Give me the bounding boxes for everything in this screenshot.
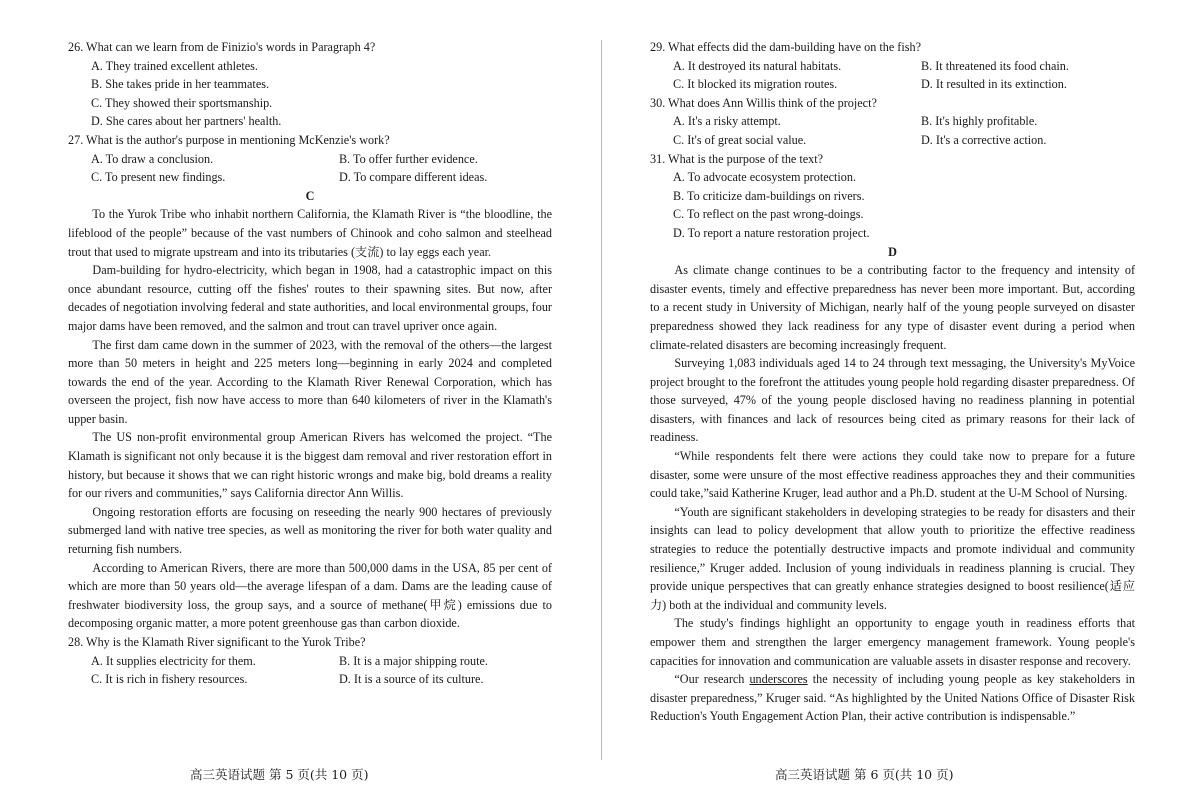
option-d: D. To compare different ideas. [339, 170, 488, 185]
question-28 [68, 633, 552, 689]
option-a: A. It destroyed its natural habitats. [673, 58, 842, 73]
option-a: A. It supplies electricity for them. [91, 653, 256, 668]
option-c: C. It blocked its migration routes. [673, 77, 838, 92]
text-run: the necessity of including young people as key stakeholders in disaster preparedness,” Kruger said. “As highlighted by the United Nations Office of Disaster Risk Reduction's Youth Engagement Action Plan, their active contribution is indispensable.” [650, 672, 1135, 724]
passage-paragraph: Surveying 1,083 individuals aged 14 to 24 through text messaging, the University's MyVoice project brought to the forefront the attitudes young people hold regarding disaster preparedness. Of those surveyed, 47% of the young people disclosed having no readiness planning in potential disasters, with finances and lack of resources being cited as primary reasons for their lack of readiness. [650, 356, 1135, 445]
option-b: B. It is a major shipping route. [339, 653, 488, 668]
question-stem: 27. What is the author's purpose in mentioning McKenzie's work? [68, 132, 390, 147]
passage-paragraph: To the Yurok Tribe who inhabit northern California, the Klamath River is “the bloodline, the lifeblood of the people” because of the vast numbers of Chinook and coho salmon and steelhead trout that used to migrate upstream and into its tributaries (支流) to lay eggs each year. [68, 207, 552, 259]
question-29 [650, 38, 1135, 94]
section-heading-c: C [305, 188, 315, 203]
question-stem: 28. Why is the Klamath River significant to the Yurok Tribe? [68, 635, 366, 649]
passage-paragraph: “While respondents felt there were actions they could take now to prepare for a future disaster, some were unsure of the most effective readiness approaches they and their communities could take,”said Katherine Kruger, lead author and a Ph.D. student at the U-M School of Nursing. [650, 449, 1135, 501]
option-b: B. It's highly profitable. [921, 114, 1038, 129]
page-divider [601, 40, 602, 760]
option-d: D. It is a source of its culture. [339, 672, 484, 687]
right-page [650, 38, 1135, 726]
option-b: B. It threatened its food chain. [921, 58, 1069, 73]
question-27 [68, 131, 552, 187]
text-run: “Our research [674, 672, 750, 687]
page-footer-right: 高三英语试题 第 6 页(共 10 页) [775, 767, 954, 782]
question-stem: 30. What does Ann Willis think of the project? [650, 95, 877, 110]
passage-paragraph: “Youth are significant stakeholders in developing strategies to be ready for disasters and their insights can lead to policy development that allow youth to prioritize the effective readiness strategies to reduce the potentially destructive impacts and promote individual and community resilience,” Kruger added. Inclusion of young individuals in readiness planning is crucial. They provide unique perspectives that can greatly enhance strategies designed to boost resilience(适应力) both at the individual and community levels. [650, 504, 1135, 612]
option-b: B. To offer further evidence. [339, 151, 478, 166]
passage-paragraph: The study's findings highlight an opportunity to engage youth in readiness efforts that empower them and strengthen the larger emergency management framework. Young people's capacities for innovation and communication are valuable assets in disaster response and recovery. [650, 616, 1135, 668]
option-c: C. It's of great social value. [673, 132, 807, 147]
page-footer-left: 高三英语试题 第 5 页(共 10 页) [190, 767, 369, 782]
question-26 [68, 38, 552, 131]
option-c: C. To present new findings. [91, 170, 226, 185]
option-a: A. To advocate ecosystem protection. [673, 170, 857, 185]
passage-paragraph: According to American Rivers, there are more than 500,000 dams in the USA, 85 per cent of which are more than 50 years old—the average lifespan of a dam. Dams are the leading cause of freshwater biodiversity loss, the group says, and a source of methane(甲烷) emissions due to decomposing organic matter, a more potent greenhouse gas than carbon dioxide. [68, 560, 552, 631]
left-page [68, 38, 552, 689]
question-stem: 29. What effects did the dam-building have on the fish? [650, 40, 921, 54]
question-31 [650, 150, 1135, 243]
option-d: D. She cares about her partners' health. [91, 114, 282, 129]
option-a: A. They trained excellent athletes. [91, 58, 258, 73]
option-a: A. To draw a conclusion. [91, 151, 214, 166]
option-c: C. To reflect on the past wrong-doings. [673, 207, 864, 222]
option-a: A. It's a risky attempt. [673, 114, 781, 129]
option-c: C. It is rich in fishery resources. [91, 672, 248, 687]
section-heading-d: D [888, 244, 897, 259]
passage-paragraph: Dam-building for hydro-electricity, which began in 1908, had a catastrophic impact on this once abundant resource, cutting off the fishes' routes to their spawning sites. But now, after decades of negotiation involving federal and state authorities, and local environmental groups, four major dams have been removed, and the salmon and trout can travel upriver once again. [68, 263, 552, 333]
option-d: D. It resulted in its extinction. [921, 77, 1067, 92]
passage-paragraph: The US non-profit environmental group American Rivers has welcomed the project. “The Klamath is significant not only because it is the biggest dam removal and river restoration effort in history, but because it shows that we can right historic wrongs and make big, bold dreams a reality for our rivers and communities,” says California director Ann Willis. [68, 430, 552, 501]
option-b: B. To criticize dam-buildings on rivers. [673, 188, 865, 203]
passage-paragraph: The first dam came down in the summer of 2023, with the removal of the others—the largest more than 50 meters in height and 225 meters long—beginning in early 2024 and completed towards the end of the year. According to the Klamath River Renewal Corporation, which has overseen the project, fish now have access to more than 640 kilometers of river in the Klamath's upper basin. [68, 337, 552, 426]
option-d: D. To report a nature restoration project. [673, 225, 870, 240]
passage-paragraph-last [650, 670, 1135, 726]
question-stem: 26. What can we learn from de Finizio's words in Paragraph 4? [68, 40, 376, 54]
option-d: D. It's a corrective action. [921, 132, 1047, 147]
option-b: B. She takes pride in her teammates. [91, 77, 270, 92]
passage-paragraph: Ongoing restoration efforts are focusing on reseeding the nearly 900 hectares of previously submerged land with native tree species, as well as monitoring the river for both water quality and returning fish numbers. [68, 504, 552, 557]
option-c: C. They showed their sportsmanship. [91, 95, 273, 110]
question-30 [650, 94, 1135, 150]
underlined-word: underscores [749, 672, 808, 687]
passage-c [68, 205, 552, 633]
passage-d [650, 261, 1135, 726]
passage-paragraph: As climate change continues to be a contributing factor to the frequency and intensity of disaster events, timely and effective preparedness has never been more important. But, according to a recent study in University of Michigan, nearly half of the young people surveyed on disaster preparedness showed they lack readiness for any type of disaster event during a period when climate-related disasters are becoming increasingly frequent. [650, 263, 1135, 352]
question-stem: 31. What is the purpose of the text? [650, 151, 824, 166]
